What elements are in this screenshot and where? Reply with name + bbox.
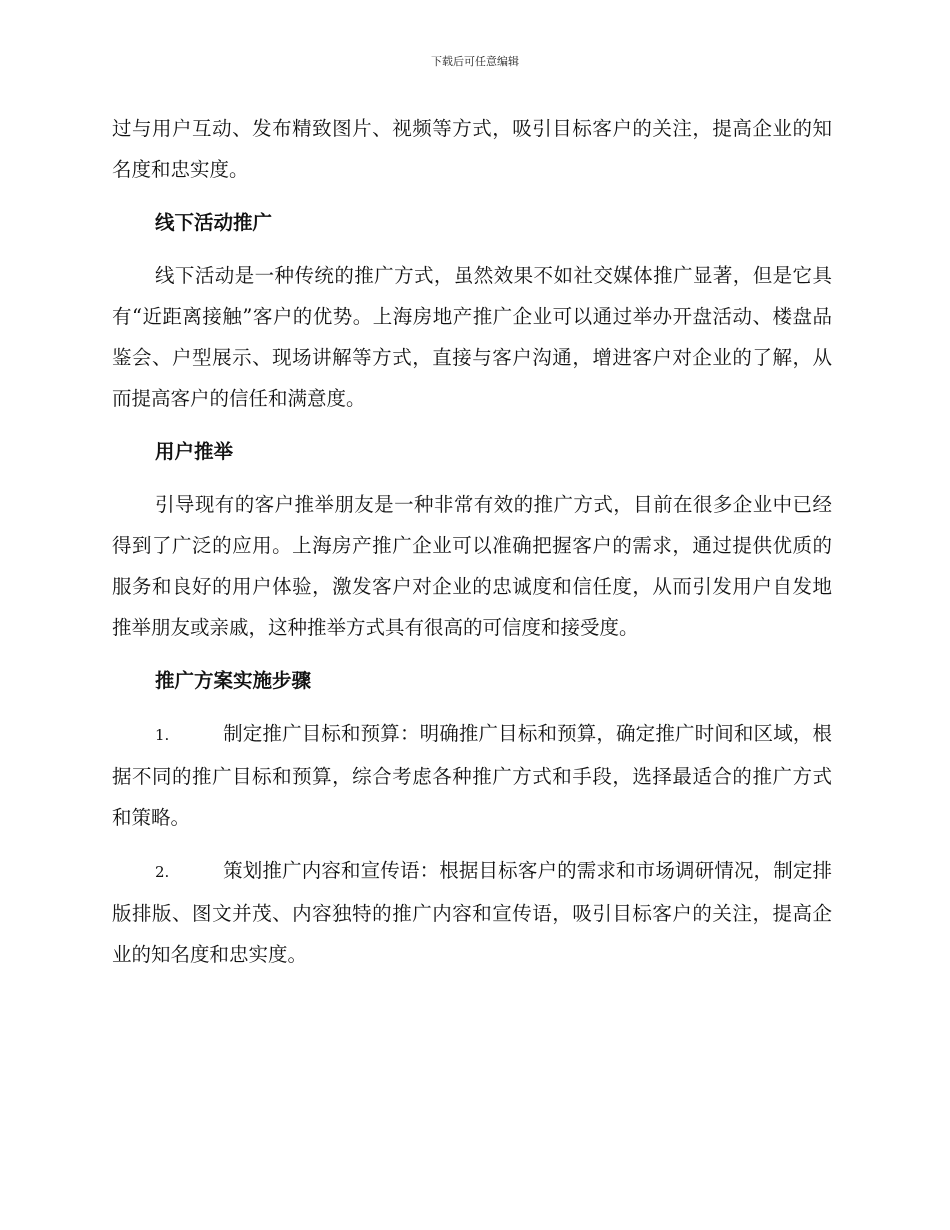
heading-offline-events: 线下活动推广	[155, 211, 273, 234]
paragraph-user-referral: 引导现有的客户推举朋友是一种非常有效的推广方式，目前在很多企业中已经得到了广泛的应用。上海房产推广企业可以准确把握客户的需求，通过提供优质的服务和良好的用户体验，激发客户对企业的忠诚度和信任度，从而引发用户自发地推举朋友或亲戚，这种推举方式具有很高的可信度和接受度。	[112, 493, 832, 639]
list-item-text: 制定推广目标和预算：明确推广目标和预算，确定推广时间和区域，根据不同的推广目标和预算，综合考虑各种推广方式和手段，选择最适合的推广方式和策略。	[112, 722, 832, 829]
document-body	[112, 108, 832, 975]
list-item-text: 策划推广内容和宣传语：根据目标客户的需求和市场调研情况，制定排版排版、图文并茂、内容独特的推广内容和宣传语，吸引目标客户的关注，提高企业的知名度和忠实度。	[112, 859, 832, 966]
heading-user-referral: 用户推举	[155, 440, 234, 463]
list-item	[112, 713, 832, 838]
heading-implementation-steps: 推广方案实施步骤	[155, 669, 312, 692]
paragraph-offline-events: 线下活动是一种传统的推广方式，虽然效果不如社交媒体推广显著，但是它具有“近距离接触”客户的优势。上海房地产推广企业可以通过举办开盘活动、楼盘品鉴会、户型展示、现场讲解等方式，直接与客户沟通，增进客户对企业的了解，从而提高客户的信任和满意度。	[112, 264, 832, 410]
list-item	[112, 850, 832, 975]
paragraph-continuation: 过与用户互动、发布精致图片、视频等方式，吸引目标客户的关注，提高企业的知名度和忠实度。	[112, 117, 832, 181]
page-header: 下载后可任意编辑	[431, 55, 519, 68]
list-item-number: 2.	[155, 863, 170, 881]
list-item-number: 1.	[155, 726, 170, 744]
